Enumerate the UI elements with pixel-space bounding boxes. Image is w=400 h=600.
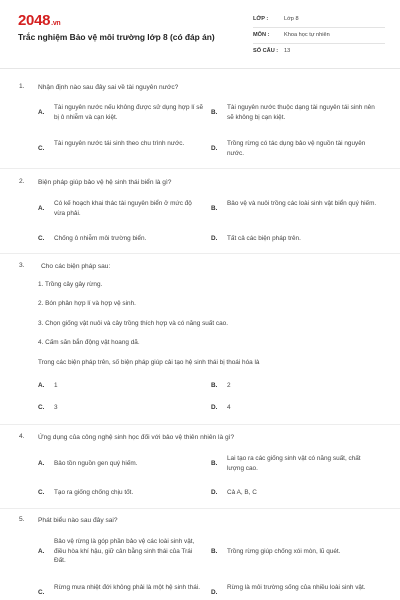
list-item: 3. Chọn giống vật nuôi và cây trồng thích hợp và có năng suất cao. <box>38 320 228 327</box>
question-number: 3. <box>19 262 25 269</box>
question-text: Ứng dụng của công nghệ sinh học đối với bảo vệ thiên nhiên là gì? <box>38 434 235 441</box>
question-divider <box>0 168 400 169</box>
logo-tld: .vn <box>51 20 61 27</box>
question-stem: Trong các biện pháp trên, số biện pháp giúp cải tạo hệ sinh thái bị thoái hóa là <box>38 359 260 366</box>
question-text: Phát biểu nào sau đây sai? <box>38 517 118 524</box>
question-number: 1. <box>19 83 25 90</box>
list-item: 1. Trồng cây gây rừng. <box>38 281 103 288</box>
list-item: 2. Bón phân hợp lí và hợp vệ sinh. <box>38 300 136 307</box>
meta-grade: LỚP : Lớp 8 <box>253 12 385 28</box>
question-number: 4. <box>19 433 25 440</box>
meta-subject: MÔN : Khoa học tự nhiên <box>253 28 385 44</box>
question-number: 5. <box>19 516 25 523</box>
question-divider <box>0 253 400 254</box>
question-divider <box>0 424 400 425</box>
meta-question-count: SỐ CÂU : 13 <box>253 48 291 54</box>
page-header <box>0 0 400 62</box>
header-divider <box>0 68 400 69</box>
question-text: Cho các biện pháp sau: <box>41 263 111 270</box>
page-title: Trắc nghiệm Bảo vệ môi trường lớp 8 (có đáp án) <box>18 32 215 42</box>
list-item: 4. Cấm săn bắn động vật hoang dã. <box>38 339 140 346</box>
question-number: 2. <box>19 178 25 185</box>
question-divider <box>0 508 400 509</box>
question-text: Biện pháp giúp bảo vệ hệ sinh thái biển là gì? <box>38 179 172 186</box>
question-text: Nhận định nào sau đây sai về tài nguyên nước? <box>38 84 179 91</box>
quiz-page: 2048.vn Trắc nghiệm Bảo vệ môi trường lớp 8 (có đáp án) LỚP : Lớp 8 MÔN : Khoa học tự nhiên SỐ CÂU : 13 1. Nhận định nào sau đây sai về tài nguyên nước? A. Tài nguyên nước nếu không được sử dụng hợp lí sẽ bị ô nhiễm và cạn kiệt. B. Tài nguyên nước thuộc dạng tài nguyên tái sinh nên sẽ không bị cạn kiệt. C. Tài nguyên nước tái sinh theo chu trình nước. D. Trồng rừng có tác dụng bảo vệ nguồn tài nguyên nước. 2. Biện pháp giúp bảo vệ hệ sinh thái biển là gì? A. Có kế hoạch khai thác tài nguyên biển ở mức độ vừa phải. B. Bảo vệ và nuôi trồng các loài sinh vật biển quý hiếm. C. Chống ô nhiễm môi trường biển. D. Tất cả các biện pháp trên. 3. Cho các biện pháp sau: 1. Trồng cây gây rừng. 2. Bón phân hợp lí và hợp vệ sinh. 3. Chọn giống vật nuôi và cây trồng thích hợp và có năng suất cao. 4. Cấm săn bắn động vật hoang dã. Trong các biện pháp trên, số biện pháp giúp cải tạo hệ sinh thái bị thoái hóa là A. 1 B. 2 C. 3 D. 4 4. Ứng dụng của công nghệ sinh học đối với bảo vệ thiên nhiên là gì? A. Bảo tồn nguồn gen quý hiếm. B. Lai tạo ra các giống sinh vật có năng suất, chất lượng cao. C. Tạo ra giống chống chịu tốt. D. Cả A, B, C 5. Phát biểu nào sau đây sai? A. Bảo vệ rừng là góp phần bảo vệ các loài sinh vật, điều hòa khí hậu, giữ cân bằng sinh thái của Trái Đất. B. Trồng rừng giúp chống xói mòn, lũ quét. C. Rừng mưa nhiệt đới không phải là một hệ sinh thái. D. Rừng là môi trường sống của nhiều loài sinh vật. <box>0 0 400 600</box>
site-logo[interactable]: 2048.vn <box>18 12 61 29</box>
